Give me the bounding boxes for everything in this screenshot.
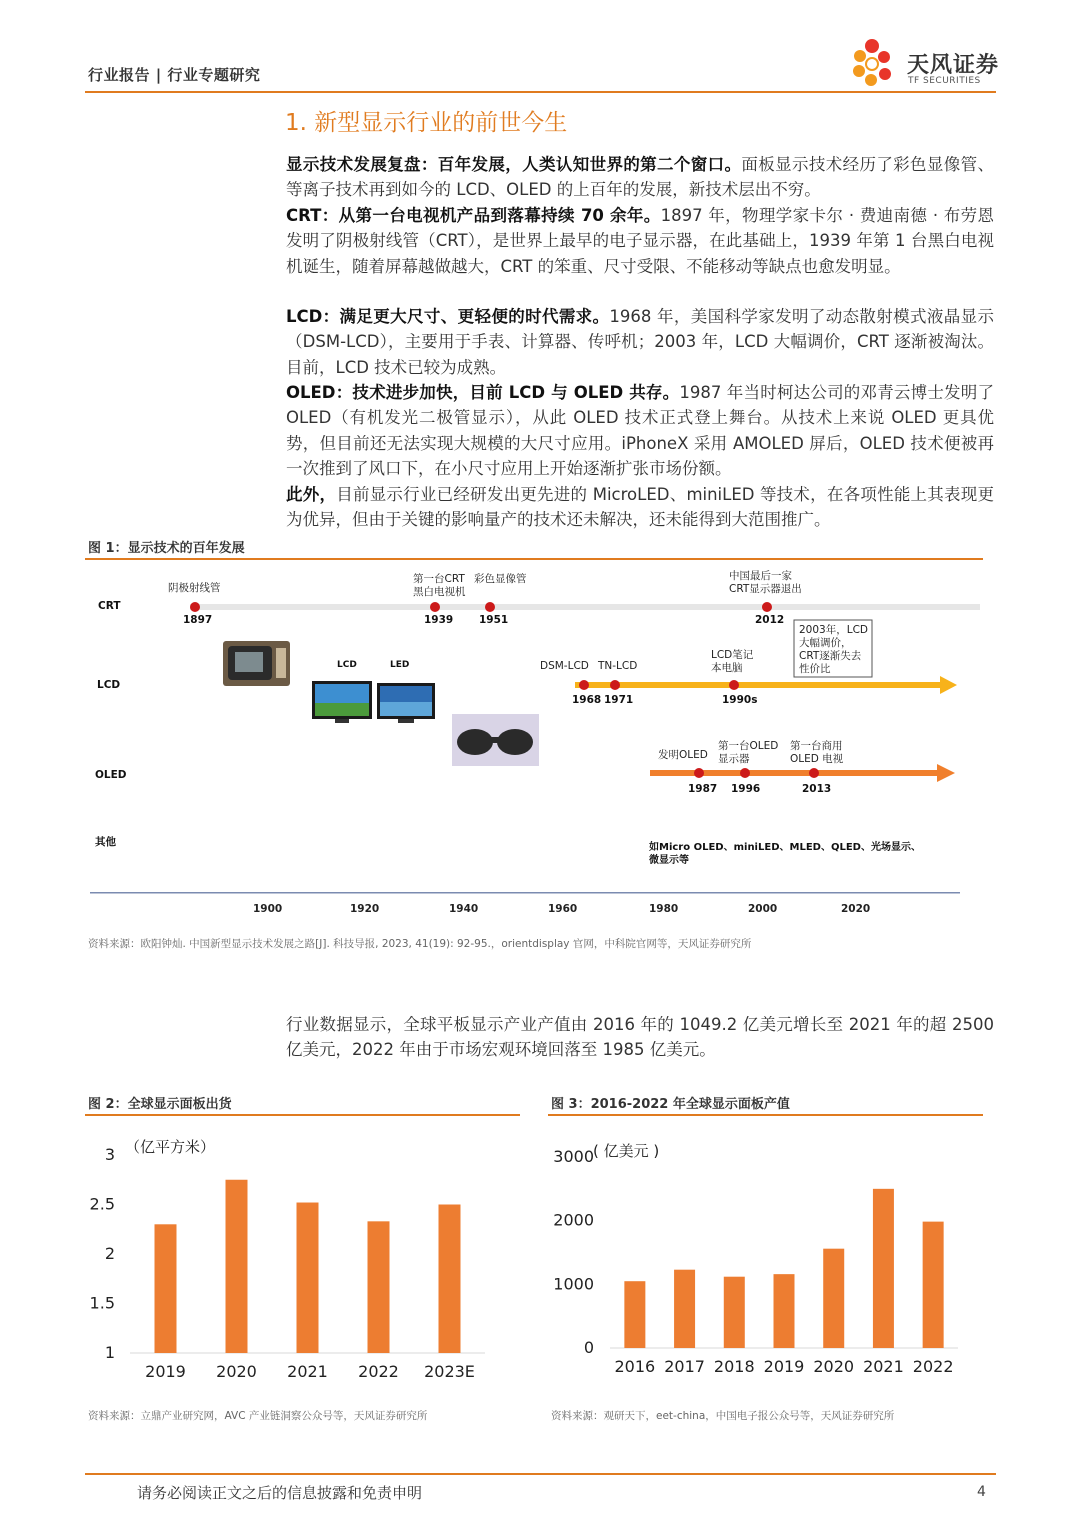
oled-track	[650, 770, 940, 776]
figure3-caption: 图 3：2016-2022 年全球显示面板产值	[551, 1097, 790, 1112]
oled-event-year: 1996	[731, 783, 761, 795]
x-tick-label: 2019	[145, 1362, 186, 1381]
paragraph-other	[286, 482, 994, 533]
axis-year: 1960	[548, 903, 578, 915]
bar	[155, 1224, 177, 1353]
lcd-event-label: TN-LCD	[598, 660, 638, 672]
crt-event-label: 阴极射线管	[168, 582, 221, 594]
bar	[923, 1222, 944, 1348]
oled-event-label: 发明OLED	[658, 749, 708, 761]
figure1-divider	[85, 558, 983, 560]
bar	[823, 1249, 844, 1348]
bar	[368, 1221, 390, 1353]
x-tick-label: 2017	[664, 1357, 705, 1376]
lcd-dot-1968	[579, 680, 589, 690]
timeline-figure	[85, 562, 985, 932]
figure1-source: 资料来源：欧阳钟灿. 中国新型显示技术发展之路[J]. 科技导报, 2023, 41(19): 92-95.，orientdisplay 官网，中科院官网等，天风证券研究所	[88, 938, 752, 950]
x-tick-label: 2023E	[424, 1362, 475, 1381]
oled-arrow-icon	[937, 764, 955, 782]
footer-divider	[85, 1473, 996, 1475]
figure2-source: 资料来源：立鼎产业研究网，AVC 产业链洞察公众号等，天风证券研究所	[88, 1410, 428, 1422]
paragraph-text: 面板显示技术经历了彩色显像管、等离子技术再到如今的 LCD、OLED 的上百年的发展，新技术层出不穷。	[286, 155, 995, 200]
x-tick-label: 2019	[763, 1357, 805, 1376]
bar	[674, 1270, 695, 1348]
crt-event-year: 2012	[755, 614, 785, 626]
chart2-unit-label: ( 亿美元 )	[593, 1142, 660, 1160]
row-label-lcd: LCD	[97, 679, 121, 691]
crt-event-label: 黑白电视机	[413, 586, 466, 598]
crt-event-label: 彩色显像管	[474, 573, 527, 585]
paragraph-lcd	[286, 304, 994, 380]
lcd-monitor-image	[312, 681, 372, 723]
paragraph-oled	[286, 380, 994, 481]
oled-event-label: OLED 电视	[790, 753, 844, 765]
bar	[873, 1189, 894, 1348]
crt-dot-2012	[762, 602, 772, 612]
lcd-note-line: 性价比	[799, 663, 831, 675]
paragraph-text: 1987 年当时柯达公司的邓青云博士发明了 OLED（有机发光二极管显示），从此 OLED 技术正式登上舞台。从技术上来说 OLED 更具优势，但目前还无法实现大规模的大尺寸应用。iPhoneX 采用 AMOLED 屏后，OLED 技术便被再一次推到了风口下，在小尺寸应用上开始逐渐扩张市场份额。	[286, 383, 994, 478]
led-image-tag: LED	[390, 660, 410, 670]
crt-event-label: 第一台CRT	[413, 573, 465, 585]
lcd-dot-1971	[610, 680, 620, 690]
other-tech-text: 微显示等	[649, 855, 689, 866]
y-tick-label: 2000	[553, 1210, 594, 1230]
section-title: 1. 新型显示行业的前世今生	[285, 110, 568, 136]
x-tick-label: 2020	[813, 1357, 855, 1376]
x-tick-label: 2016	[614, 1357, 656, 1376]
crt-tv-image	[223, 641, 290, 686]
oled-dot-2013	[809, 768, 819, 778]
paragraph-market-data: 行业数据显示，全球平板显示产业产值由 2016 年的 1049.2 亿美元增长至 2021 年的超 2500 亿美元，2022 年由于市场宏观环境回落至 1985 亿美元。	[286, 1015, 994, 1060]
axis-year: 1900	[253, 903, 283, 915]
x-tick-label: 2018	[713, 1357, 755, 1376]
lcd-arrow-icon	[940, 676, 957, 694]
other-tech-text: 如Micro OLED、miniLED、MLED、QLED、光场显示、	[649, 842, 921, 853]
axis-year: 2000	[748, 903, 778, 915]
crt-dot-1939	[430, 602, 440, 612]
y-tick-label: 3	[104, 1145, 115, 1164]
crt-track	[190, 604, 980, 610]
figure1-caption: 图 1：显示技术的百年发展	[88, 541, 245, 556]
paragraph-lead: OLED：技术进步加快，目前 LCD 与 OLED 共存。	[286, 383, 680, 402]
axis-year: 1940	[449, 903, 479, 915]
crt-event-year: 1897	[183, 614, 213, 626]
lcd-event-year: 1968	[572, 694, 602, 706]
page-number: 4	[977, 1484, 986, 1500]
figure2-caption: 图 2：全球显示面板出货	[88, 1097, 232, 1112]
crt-dot-1951	[485, 602, 495, 612]
shipments-bar-chart	[85, 1120, 520, 1400]
bar	[439, 1205, 461, 1354]
figure2-divider	[85, 1114, 520, 1116]
y-tick-label: 2.5	[89, 1194, 115, 1214]
row-label-oled: OLED	[95, 769, 127, 781]
y-tick-label: 1.5	[89, 1293, 115, 1313]
logo-chinese-name: 天风证券	[907, 53, 1000, 78]
row-label-crt: CRT	[98, 600, 121, 612]
lcd-event-label: LCD笔记	[711, 649, 754, 661]
footer-disclaimer: 请务必阅读正文之后的信息披露和免责申明	[137, 1484, 423, 1502]
y-tick-label: 1	[104, 1343, 115, 1362]
oled-event-label: 显示器	[718, 753, 750, 765]
crt-event-label: 中国最后一家	[729, 570, 792, 582]
output-value-bar-chart	[548, 1120, 988, 1400]
crt-event-label: CRT显示器退出	[729, 583, 802, 595]
crt-event-year: 1951	[479, 614, 509, 626]
y-tick-label: 2	[104, 1244, 115, 1263]
bar	[226, 1180, 248, 1353]
paragraph-lead: 显示技术发展复盘：百年发展，人类认知世界的第二个窗口。	[286, 155, 742, 174]
crt-event-year: 1939	[424, 614, 454, 626]
vr-glasses-image	[452, 714, 539, 766]
paragraph-lead: 此外，	[286, 485, 337, 504]
paragraph-text: 1968 年，美国科学家发明了动态散射模式液晶显示（DSM-LCD），主要用于手表、计算器、传呼机；2003 年，LCD 大幅调价，CRT 逐渐被淘汰。目前，LCD 技术已较为成熟。	[286, 307, 994, 377]
figure3-divider	[548, 1114, 983, 1116]
oled-event-year: 2013	[802, 783, 832, 795]
paragraph-lead: LCD：满足更大尺寸、更轻便的时代需求。	[286, 307, 610, 326]
flower-logo-icon	[850, 36, 910, 90]
bar	[297, 1203, 319, 1353]
lcd-note-line: CRT逐渐失去	[799, 650, 862, 662]
axis-year: 2020	[841, 903, 871, 915]
chart1-unit-label: （亿平方米）	[125, 1138, 216, 1156]
lcd-event-label: 本电脑	[711, 662, 743, 674]
y-tick-label: 3000	[553, 1147, 594, 1166]
row-label-other: 其他	[95, 836, 116, 848]
lcd-track	[575, 682, 945, 688]
bar	[624, 1281, 645, 1348]
paragraph-text: 目前显示行业已经研发出更先进的 MicroLED、miniLED 等技术，在各项性能上其表现更为优异，但由于关键的影响量产的技术还未解决，还未能得到大范围推广。	[286, 485, 995, 530]
axis-year: 1980	[649, 903, 679, 915]
oled-event-label: 第一台商用	[790, 740, 843, 752]
lcd-note-line: 大幅调价，	[799, 637, 852, 649]
lcd-note-line: 2003年，LCD	[799, 624, 868, 636]
axis-year: 1920	[350, 903, 380, 915]
header-divider	[85, 91, 996, 93]
x-tick-label: 2022	[912, 1357, 954, 1376]
paragraph-text: 1897 年，物理学家卡尔 · 费迪南德 · 布劳恩发明了阴极射线管（CRT），是世界上最早的电子显示器，在此基础上，1939 年第 1 台黑白电视机诞生，随着屏幕越做越大，CRT 的笨重、尺寸受限、不能移动等缺点也愈发明显。	[286, 206, 994, 276]
paragraph-lead: CRT：从第一台电视机产品到落幕持续 70 余年。	[286, 206, 661, 225]
led-monitor-image	[377, 683, 435, 723]
oled-event-year: 1987	[688, 783, 718, 795]
bar	[774, 1274, 795, 1348]
bar	[724, 1277, 745, 1348]
report-type-label: 行业报告 | 行业专题研究	[88, 66, 261, 84]
x-tick-label: 2021	[863, 1357, 904, 1376]
y-tick-label: 0	[583, 1338, 594, 1357]
paragraph-crt	[286, 203, 994, 279]
x-tick-label: 2020	[216, 1362, 257, 1381]
x-tick-label: 2021	[287, 1362, 328, 1381]
oled-event-label: 第一台OLED	[718, 740, 779, 752]
oled-dot-1987	[694, 768, 704, 778]
crt-dot-1897	[190, 602, 200, 612]
figure3-source: 资料来源：观研天下，eet-china，中国电子报公众号等，天风证券研究所	[551, 1410, 895, 1422]
lcd-dot-1990s	[729, 680, 739, 690]
lcd-image-tag: LCD	[337, 660, 357, 670]
x-tick-label: 2022	[358, 1362, 399, 1381]
lcd-event-year: 1971	[604, 694, 634, 706]
lcd-event-label: DSM-LCD	[540, 660, 589, 672]
y-tick-label: 1000	[553, 1274, 594, 1294]
lcd-event-year: 1990s	[722, 694, 758, 706]
timeline-axis	[90, 892, 960, 894]
logo-english-name: TF SECURITIES	[908, 76, 981, 86]
paragraph-overview	[286, 152, 994, 203]
oled-dot-1996	[740, 768, 750, 778]
